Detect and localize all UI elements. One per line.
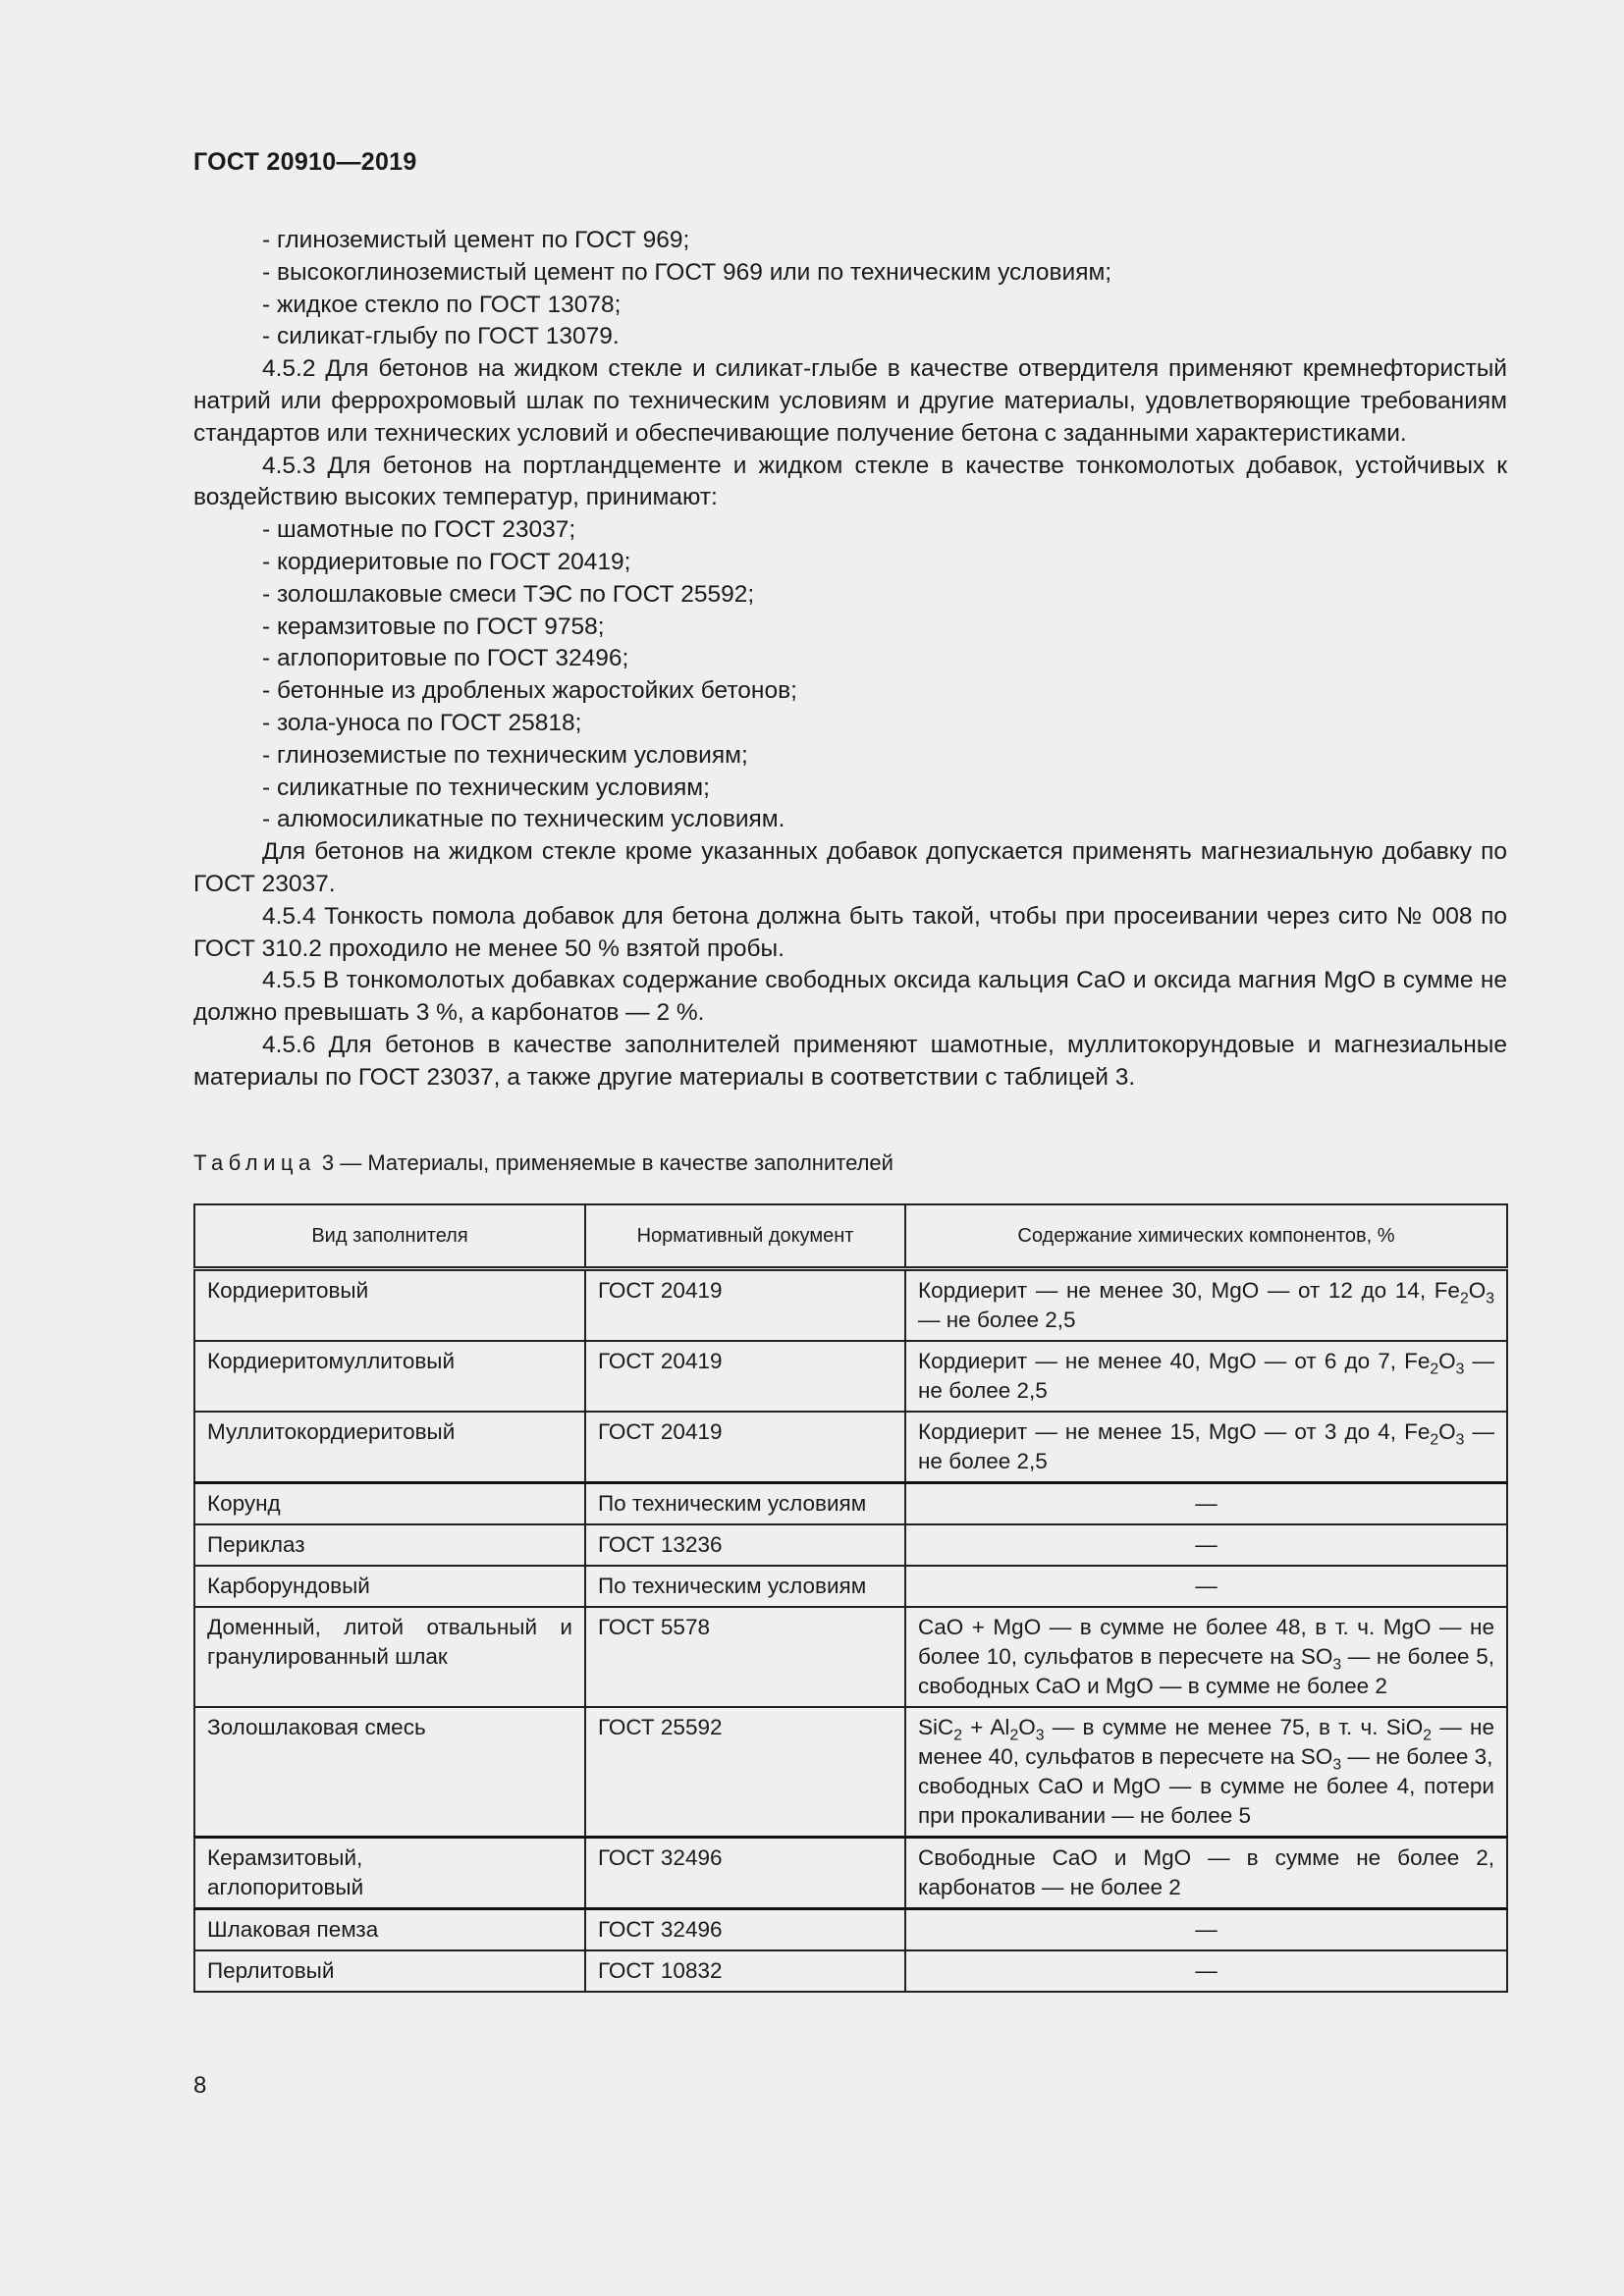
chemical-content-cell: —: [905, 1483, 1507, 1525]
chemical-content-cell: Кордиерит — не менее 15, MgO — от 3 до 4, $Fe_2O_3$ — не более 2,5: [905, 1412, 1507, 1483]
table-row: [194, 1950, 1507, 1992]
paragraph-4-5-5: 4.5.5 В тонкомолотых добавках содержание свободных оксида кальция CaO и оксида магния MgO в сумме не должно превышать 3 %, а карбонатов — 2 %.: [193, 967, 1507, 1027]
chemical-content-cell: —: [905, 1566, 1507, 1607]
filler-type-cell: Доменный, литой отвальный и гранулированный шлак: [194, 1607, 585, 1707]
list-item: - силикат-глыбу по ГОСТ 13079.: [262, 323, 620, 350]
chemical-content-cell: —: [905, 1524, 1507, 1566]
document-header: ГОСТ 20910—2019: [193, 148, 417, 176]
chemical-content-cell: Кордиерит — не менее 40, MgO — от 6 до 7, $Fe_2O_3$ — не более 2,5: [905, 1341, 1507, 1412]
normative-document-cell: ГОСТ 20419: [585, 1341, 905, 1412]
list-item: - жидкое стекло по ГОСТ 13078;: [262, 291, 622, 318]
header-filler-type: Вид заполнителя: [194, 1204, 585, 1269]
table-row: [194, 1707, 1507, 1838]
list-item: - керамзитовые по ГОСТ 9758;: [262, 613, 605, 640]
table-row: [194, 1269, 1507, 1342]
filler-type-cell: Керамзитовый, аглопоритовый: [194, 1838, 585, 1909]
list-item: - силикатные по техническим условиям;: [262, 774, 710, 801]
paragraph-glass-additive: Для бетонов на жидком стекле кроме указанных добавок допускается применять магнезиальную добавку по ГОСТ 23037.: [193, 838, 1507, 897]
normative-document-cell: ГОСТ 13236: [585, 1524, 905, 1566]
filler-type-cell: Золошлаковая смесь: [194, 1707, 585, 1838]
page-number: 8: [193, 2072, 207, 2099]
list-item: - высокоглиноземистый цемент по ГОСТ 969 или по техническим условиям;: [262, 258, 1112, 286]
table-caption: [193, 1149, 893, 1177]
chemical-content-cell: Свободные CaO и MgO — в сумме не более 2, карбонатов — не более 2: [905, 1838, 1507, 1909]
normative-document-cell: ГОСТ 32496: [585, 1838, 905, 1909]
normative-document-cell: ГОСТ 32496: [585, 1909, 905, 1951]
filler-type-cell: Шлаковая пемза: [194, 1909, 585, 1951]
table-row: [194, 1838, 1507, 1909]
normative-document-cell: По техническим условиям: [585, 1483, 905, 1525]
table-row: [194, 1524, 1507, 1566]
normative-document-cell: ГОСТ 10832: [585, 1950, 905, 1992]
table-row: [194, 1909, 1507, 1951]
list-item: - кордиеритовые по ГОСТ 20419;: [262, 548, 631, 575]
table-row: [194, 1412, 1507, 1483]
paragraph-4-5-6: 4.5.6 Для бетонов в качестве заполнителей применяют шамотные, муллитокорундовые и магнезиальные материалы по ГОСТ 23037, а также другие материалы в соответствии с таблицей 3.: [193, 1031, 1507, 1091]
chemical-content-cell: —: [905, 1950, 1507, 1992]
normative-document-cell: ГОСТ 25592: [585, 1707, 905, 1838]
filler-type-cell: Карборундовый: [194, 1566, 585, 1607]
filler-type-cell: Муллитокордиеритовый: [194, 1412, 585, 1483]
chemical-content-cell: —: [905, 1909, 1507, 1951]
table-header-row: [194, 1204, 1507, 1269]
chemical-content-cell: CaO + MgO — в сумме не более 48, в т. ч. MgO — не более 10, сульфатов в пересчете на $SO_3$ — не более 5, свободных CaO и MgO — в сумме не более 2: [905, 1607, 1507, 1707]
list-item: - зола-уноса по ГОСТ 25818;: [262, 709, 582, 736]
body-text: [193, 225, 1507, 1095]
chemical-content-cell: Кордиерит — не менее 30, MgO — от 12 до 14, $Fe_2O_3$ — не более 2,5: [905, 1269, 1507, 1342]
chemical-content-cell: $SiC_2 + Al_2O_3$ — в сумме не менее 75, в т. ч. SiO$_2$ — не менее 40, сульфатов в пересчете на $SO_3$ — не более 3, свободных CaO и MgO — в сумме не более 4, потери при прокаливании — не более 5: [905, 1707, 1507, 1838]
paragraph-4-5-4: 4.5.4 Тонкость помола добавок для бетона должна быть такой, чтобы при просеивании через сито № 008 по ГОСТ 310.2 проходило не менее 50 % взятой пробы.: [193, 902, 1507, 962]
table-row: [194, 1566, 1507, 1607]
paragraph-4-5-2: 4.5.2 Для бетонов на жидком стекле и силикат-глыбе в качестве отвердителя применяют кремнефтористый натрий или феррохромовый шлак по техническим условиям и другие материалы, удовлетворяющие требованиям стандартов или технических условий и обеспечивающие получение бетона с заданными характеристиками.: [193, 355, 1507, 447]
filler-type-cell: Корунд: [194, 1483, 585, 1525]
list-item: - бетонные из дробленых жаростойких бетонов;: [262, 677, 797, 705]
list-item: - шамотные по ГОСТ 23037;: [262, 516, 576, 544]
normative-document-cell: ГОСТ 5578: [585, 1607, 905, 1707]
materials-table: [193, 1203, 1508, 1993]
table-row: [194, 1607, 1507, 1707]
header-normative-document: Нормативный документ: [585, 1204, 905, 1269]
header-chemical-content: Содержание химических компонентов, %: [905, 1204, 1507, 1269]
filler-type-cell: Периклаз: [194, 1524, 585, 1566]
paragraph-4-5-3: 4.5.3 Для бетонов на портландцементе и жидком стекле в качестве тонкомолотых добавок, устойчивых к воздействию высоких температур, принимают:: [193, 452, 1507, 511]
list-item: - алюмосиликатные по техническим условиям.: [262, 806, 785, 833]
filler-type-cell: Кордиеритомуллитовый: [194, 1341, 585, 1412]
list-item: - аглопоритовые по ГОСТ 32496;: [262, 645, 629, 672]
list-item: - золошлаковые смеси ТЭС по ГОСТ 25592;: [262, 580, 755, 608]
filler-type-cell: Перлитовый: [194, 1950, 585, 1992]
table-row: [194, 1483, 1507, 1525]
normative-document-cell: ГОСТ 20419: [585, 1412, 905, 1483]
list-item: - глиноземистый цемент по ГОСТ 969;: [262, 227, 690, 253]
filler-type-cell: Кордиеритовый: [194, 1269, 585, 1342]
list-item: - глиноземистые по техническим условиям;: [262, 741, 748, 769]
table-row: [194, 1341, 1507, 1412]
normative-document-cell: По техническим условиям: [585, 1566, 905, 1607]
normative-document-cell: ГОСТ 20419: [585, 1269, 905, 1342]
table-caption-label: Таблица: [193, 1150, 316, 1175]
table-caption-text: 3 — Материалы, применяемые в качестве заполнителей: [321, 1150, 893, 1175]
